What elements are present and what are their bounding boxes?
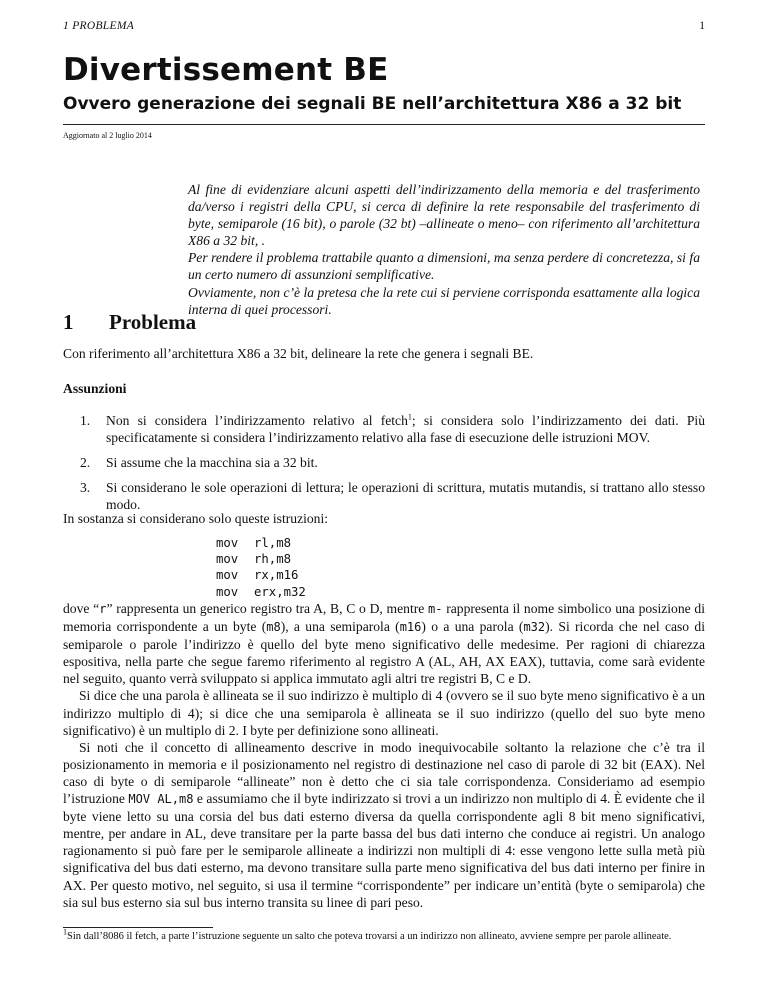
body-paragraph: Si dice che una parola è allineata se il suo indirizzo è multiplo di 4 (ovvero se il suo byte meno significativo è a un indirizzo multiplo di 4); si dice che una semiparola è allineata se il suo indirizzo (quello del suo byte meno significativo) è un multiplo di 2. I byte per definizione sono allineati. — [63, 688, 705, 738]
code-line — [216, 551, 306, 567]
footnote — [63, 927, 705, 944]
text-run: dove “ — [63, 601, 100, 616]
code-line — [216, 584, 306, 600]
list-item — [80, 454, 705, 471]
assumptions-list — [80, 412, 705, 521]
document-title: Divertissement BE — [63, 52, 389, 88]
running-head-section: 1 PROBLEMA — [63, 20, 135, 32]
list-item-text: ; si considera solo l’indirizzamento dei dati. Più specificatamente si considera l’indirizzamento relativo alla fase di esecuzione delle istruzioni MOV. — [106, 413, 705, 446]
text-run: e assumiamo che il byte indirizzato si trovi a un indirizzo non multiplo di 4. È evidente che il byte viene letto su una corsia del bus dati esterno diversa da quella corrispondente agli 8 bit meno significativi, mentre, per andare in AL, deve transitare per la parte bassa del bus dati interno che conduce ai registri. Un analogo ragionamento si può fare per le semiparole allineate a indirizzi non multipli di 4: esse vengono lette sulla metà più significativa del bus dati esterno, ma devono transitare sulla parte meno significativa del bus dati interno per finire in AX. Per questo motivo, nel seguito, si usa il termine “corrispondente” per indicare un’entità (byte o semiparola) che sia sul bus esterno sia sul bus interno transita su linee di pari peso. — [63, 791, 705, 910]
text-run: rappresenta il nome simbolico una posizione di memoria corrispondente a un byte ( — [63, 601, 705, 635]
text-run: ), a una semiparola ( — [280, 619, 400, 635]
page-number: 1 — [699, 20, 705, 32]
text-run: ). Si ricorda che nel caso di semiparole o parole l’indirizzo è quello del byte meno significativo delle medesime. Per ragioni di chiarezza espositiva, nella parte che segue faremo riferimento al registro A (AL, AH, AX EAX), tuttavia, come sarà evidente nel seguito, quanto verrà sviluppato si applica immutato agli altri tre registri B, C e D. — [63, 619, 705, 687]
code-operands: rx,m16 — [254, 568, 299, 583]
abstract — [188, 181, 700, 318]
footnote-text: Sin dall’8086 il fetch, a parte l’istruzione seguente un salto che poteva trovarsi a un indirizzo non allineato, avviene sempre per parole allineate. — [67, 931, 672, 942]
list-item-text: Si considerano le sole operazioni di lettura; le operazioni di scrittura, mutatis mutandis, si trattano allo stesso modo. — [106, 480, 705, 513]
section-title: Problema — [109, 310, 197, 334]
code-line — [216, 567, 306, 583]
body-paragraph — [63, 600, 705, 687]
inline-code: m8 — [266, 620, 281, 635]
code-operands: erx,m32 — [254, 584, 306, 599]
abstract-paragraph: Al fine di evidenziare alcuni aspetti dell’indirizzamento della memoria e del trasferimento da/verso i registri della CPU, si cerca di definire la rete responsabile del trasferimento di byte, semiparole (16 bit), o parole (32 bt) –allineate o meno– con riferimento all’architettura X86 a 32 bit, . — [188, 182, 700, 249]
inline-code: m32 — [523, 620, 546, 635]
section-number: 1 — [63, 310, 74, 334]
code-operands: rl,m8 — [254, 536, 292, 550]
code-opcode: mov — [216, 584, 239, 599]
inline-code: MOV AL,m8 — [128, 792, 194, 807]
document-subtitle: Ovvero generazione dei segnali BE nell’architettura X86 a 32 bit — [63, 94, 682, 114]
code-opcode: mov — [216, 552, 239, 567]
running-head — [63, 20, 705, 36]
list-item-number: 2. — [80, 455, 91, 471]
list-item-number: 3. — [80, 480, 91, 496]
code-line — [216, 535, 306, 551]
text-run: ) o a una parola ( — [421, 619, 524, 635]
inline-code: m- — [428, 602, 443, 616]
main-text — [63, 600, 705, 911]
code-opcode: mov — [216, 568, 239, 583]
title-rule — [63, 124, 705, 125]
abstract-paragraph: Ovviamente, non c’è la pretesa che la rete cui si perviene corrisponda esattamente alla logica interna di quei processori. — [188, 284, 701, 317]
instructions-intro: In sostanza si considerano solo queste istruzioni: — [63, 511, 329, 526]
text-run: Si noti che il concetto di allineamento descrive in modo inequivocabile soltanto la relazione che c’è tra il posizionamento in memoria e il posizionamento nel registro di destinazione nel caso di parole di 32 bit (EAX). Nel caso di byte o di semiparole “allineate” non è detto che ci sia tale corrispondenza. Consideriamo ad esempio l’istruzione — [63, 739, 705, 807]
list-item-number: 1. — [80, 413, 91, 428]
abstract-paragraph: Per rendere il problema trattabile quanto a dimensioni, ma senza perdere di concretezza, si fa un certo numero di assunzioni semplificative. — [188, 250, 700, 283]
body-paragraph — [63, 739, 705, 911]
footnote-rule — [63, 927, 213, 928]
updated-date: Aggiornato al 2 luglio 2014 — [63, 131, 152, 140]
code-operands: rh,m8 — [254, 552, 292, 567]
inline-code: r — [99, 602, 107, 616]
text-run: ” rappresenta un generico registro tra A, B, C o D, mentre — [106, 601, 429, 616]
inline-code: m16 — [399, 620, 422, 635]
intro-paragraph: Con riferimento all’architettura X86 a 32 bit, delineare la rete che genera i segnali BE. — [63, 346, 534, 361]
list-item — [80, 412, 705, 446]
list-item-text: Si assume che la macchina sia a 32 bit. — [106, 455, 318, 471]
code-block — [216, 535, 306, 600]
assumptions-heading: Assunzioni — [63, 381, 127, 396]
footnote-reference[interactable]: 1 — [407, 412, 412, 422]
list-item — [80, 479, 705, 513]
footnote-mark: 1 — [63, 927, 67, 937]
list-item-text: Non si considera l’indirizzamento relativo al fetch — [106, 413, 408, 428]
code-opcode: mov — [216, 536, 239, 550]
